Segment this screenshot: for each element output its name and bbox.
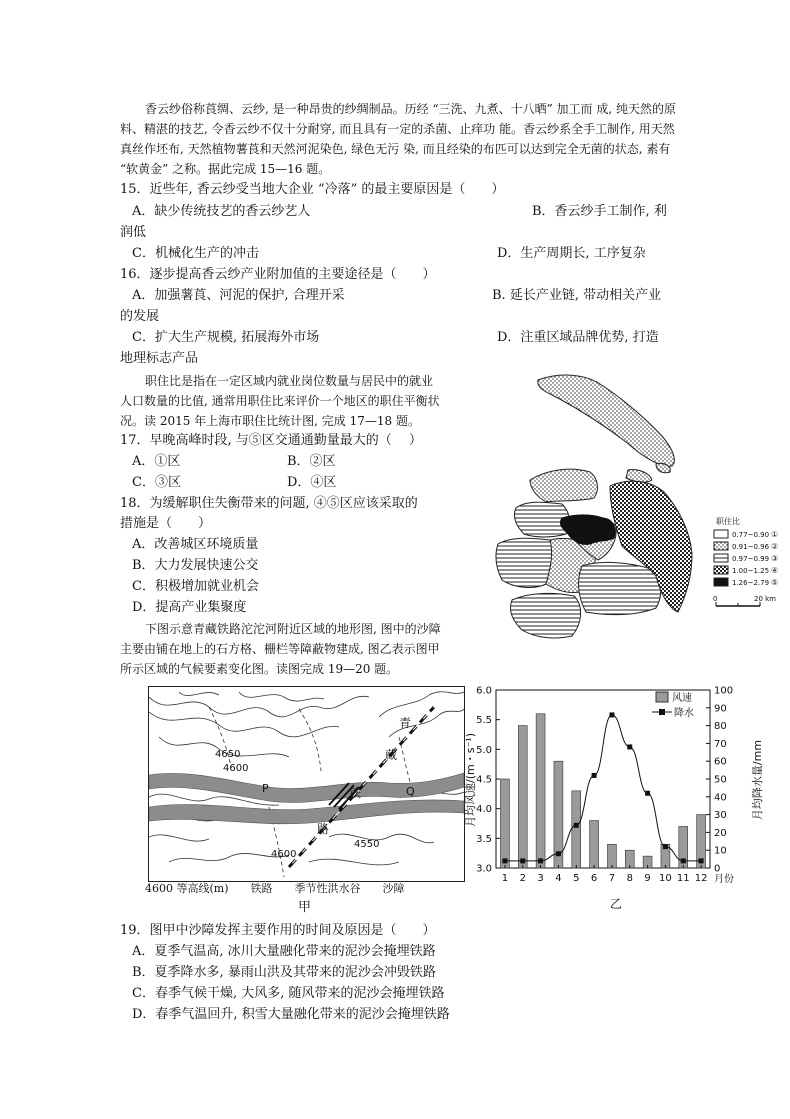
legend-swatch-4 bbox=[714, 566, 728, 574]
legend-range-4: 1.00~1.25 bbox=[732, 567, 770, 575]
wind-bar bbox=[572, 791, 581, 868]
intro-line-1: 香云纱俗称莨绸、云纱, 是一种昂贵的纱绸制品。历经 “三洗、九煮、十八晒” 加工而 成, 纯天然的原 bbox=[145, 102, 676, 116]
x-tick-label: 11 bbox=[676, 873, 690, 884]
map-region-chongming bbox=[538, 375, 675, 466]
x-tick-label: 9 bbox=[644, 873, 651, 884]
q15-option-c[interactable]: C．机械化生产的冲击 bbox=[132, 246, 259, 261]
q18-option-a[interactable]: A．改善城区环境质量 bbox=[132, 537, 259, 552]
x-tick-label: 12 bbox=[694, 873, 708, 884]
q17-option-c[interactable]: C．③区 bbox=[132, 475, 181, 490]
y-right-tick-label: 100 bbox=[714, 685, 734, 697]
figure-jia-topographic-map bbox=[148, 686, 465, 882]
precip-line-group bbox=[502, 712, 703, 863]
x-axis-label: 月份 bbox=[714, 874, 734, 885]
contour-label-4600-top: 4600 bbox=[223, 763, 249, 774]
point-q-label: Q bbox=[406, 785, 415, 798]
figure-jia-legend: 4600 等高线(m) 铁路 季节性洪水谷 沙障 bbox=[145, 882, 405, 895]
q18-option-b[interactable]: B．大力发展快速公交 bbox=[132, 558, 259, 573]
intro-line-3: 真丝作坯布, 天然植物薯莨和天然河泥染色, 绿色无污 染, 而且经染的布匹可以达到完全无菌的状态, 素有 bbox=[120, 142, 671, 156]
x-tick-label: 8 bbox=[626, 873, 633, 884]
q16-option-a[interactable]: A．加强薯莨、河泥的保护, 合理开采 bbox=[132, 288, 345, 303]
figure-yi-chart bbox=[460, 680, 772, 912]
intro-line-2: 料、精湛的技艺, 令香云纱不仅十分耐穿, 而且具有一定的杀菌、止痒功 能。香云纱系全手工制作, 用天然 bbox=[120, 122, 675, 136]
q17-stem: 17．早晚高峰时段, 与⑤区交通通勤量最大的（ ） bbox=[120, 433, 422, 448]
contour-label-4550: 4550 bbox=[354, 839, 380, 850]
figure-jia-svg bbox=[149, 687, 464, 881]
climate-chart-svg bbox=[460, 680, 772, 912]
legend-num-2: ② bbox=[771, 542, 779, 551]
precip-point bbox=[699, 858, 704, 863]
y-right-tick-label: 0 bbox=[714, 863, 721, 875]
q15-option-a[interactable]: A．缺少传统技艺的香云纱艺人 bbox=[132, 204, 311, 219]
shanghai-map-svg bbox=[450, 368, 782, 660]
legend-swatch-3 bbox=[714, 554, 728, 562]
wind-bars bbox=[500, 714, 705, 868]
contour-label-4650: 4650 bbox=[215, 749, 241, 760]
legend-range-2: 0.91~0.96 bbox=[732, 543, 770, 551]
map-scale-km: 20 km bbox=[754, 595, 777, 603]
wind-bar bbox=[590, 821, 599, 868]
q16-option-d-cont: 地理标志产品 bbox=[120, 351, 199, 366]
y-right-tick-label: 40 bbox=[714, 792, 727, 804]
x-tick-label: 4 bbox=[555, 873, 562, 884]
precip-point bbox=[663, 844, 668, 849]
precip-point bbox=[627, 744, 632, 749]
precip-point bbox=[592, 773, 597, 778]
wind-bar bbox=[518, 726, 527, 868]
legend-swatch-2 bbox=[714, 542, 728, 550]
legend-range-5: 1.26~2.79 bbox=[732, 579, 770, 587]
map-region-fengxian bbox=[579, 562, 661, 614]
wind-bar bbox=[536, 714, 545, 868]
q16-option-b[interactable]: B. 延长产业链, 带动相关产业 bbox=[492, 288, 662, 303]
legend-num-5: ⑤ bbox=[771, 578, 779, 587]
q19-option-b[interactable]: B．夏季降水多, 暴雨山洪及其带来的泥沙会冲毁铁路 bbox=[132, 965, 436, 980]
x-tick-label: 1 bbox=[501, 873, 509, 884]
precip-point bbox=[574, 823, 579, 828]
precip-point bbox=[520, 858, 525, 863]
intro2-line-3: 况。读 2015 年上海市职住比统计图, 完成 17—18 题。 bbox=[120, 414, 420, 428]
y-right-tick-label: 70 bbox=[714, 738, 727, 750]
legend-line-marker bbox=[659, 709, 665, 715]
q19-option-c[interactable]: C．春季气候干燥, 大风多, 随风带来的泥沙会掩埋铁路 bbox=[132, 986, 445, 1001]
y-left-tick-label: 4.0 bbox=[476, 804, 492, 816]
q15-stem: 15．近些年, 香云纱受当地大企业 “冷落” 的最主要原因是（ ） bbox=[120, 182, 505, 197]
intro-line-4: “软黄金” 之称。据此完成 15—16 题。 bbox=[120, 162, 331, 176]
q18-stem-2: 措施是（ ） bbox=[120, 516, 212, 531]
q19-option-a[interactable]: A．夏季气温高, 冰川大量融化带来的泥沙会掩埋铁路 bbox=[132, 944, 436, 959]
legend-range-1: 0.77~0.90 bbox=[732, 531, 770, 539]
rail-label-qing: 青 bbox=[399, 716, 412, 730]
rail-label-zang: 藏 bbox=[385, 748, 398, 762]
legend-wind-label: 风速 bbox=[672, 693, 692, 704]
point-p-label: P bbox=[262, 782, 269, 795]
legend-num-1: ① bbox=[771, 530, 779, 539]
precip-point bbox=[502, 858, 507, 863]
precip-point bbox=[609, 712, 614, 717]
y-right-tick-label: 50 bbox=[714, 774, 727, 786]
q17-option-d[interactable]: D．④区 bbox=[287, 475, 337, 490]
q17-option-b[interactable]: B．②区 bbox=[287, 454, 336, 469]
y-axis-right-label: 月均降水量/mm bbox=[751, 739, 764, 821]
y-right-tick-label: 60 bbox=[714, 756, 727, 768]
y-right-tick-label: 80 bbox=[714, 721, 727, 733]
x-tick-label: 5 bbox=[573, 873, 580, 884]
q16-option-b-cont: 的发展 bbox=[120, 309, 160, 324]
q17-option-a[interactable]: A．①区 bbox=[132, 454, 181, 469]
y-left-tick-label: 3.0 bbox=[476, 863, 492, 875]
y-left-tick-label: 5.5 bbox=[476, 715, 492, 727]
map-scale-zero: 0 bbox=[713, 595, 718, 603]
intro3-line-1: 下图示意青藏铁路沱沱河附近区域的地形图, 图中的沙障 bbox=[145, 622, 441, 636]
x-tick-label: 7 bbox=[608, 873, 616, 884]
map-region-baoshan bbox=[530, 469, 597, 502]
x-tick-label: 10 bbox=[659, 873, 672, 884]
x-tick-label: 2 bbox=[519, 873, 526, 884]
q15-option-b[interactable]: B．香云纱手工制作, 利 bbox=[532, 204, 667, 219]
q18-option-c[interactable]: C．积极增加就业机会 bbox=[132, 579, 259, 594]
shanghai-ratio-map bbox=[450, 368, 782, 660]
precip-point bbox=[556, 851, 561, 856]
intro3-line-2: 主要由铺在地上的石方格、栅栏等障蔽物建成, 图乙表示图甲 bbox=[120, 642, 440, 656]
map-legend-title: 职住比 bbox=[716, 517, 740, 526]
figure-yi-caption: 乙 bbox=[610, 897, 623, 911]
q15-option-d[interactable]: D．生产周期长, 工序复杂 bbox=[497, 246, 646, 261]
q16-option-d[interactable]: D．注重区域品牌优势, 打造 bbox=[497, 330, 659, 345]
y-left-tick-label: 5.0 bbox=[476, 744, 492, 756]
legend-precip-label: 降水 bbox=[674, 708, 694, 719]
precip-point bbox=[681, 858, 686, 863]
rail-label-lu: 路 bbox=[317, 822, 330, 836]
x-tick-label: 3 bbox=[537, 873, 544, 884]
y-right-tick-label: 10 bbox=[714, 845, 727, 857]
precip-point bbox=[645, 791, 650, 796]
x-tick-label: 6 bbox=[590, 873, 598, 884]
y-axis-left-label: 月均风速/(m・s⁻¹) bbox=[464, 733, 477, 827]
y-left-tick-label: 3.5 bbox=[476, 833, 492, 845]
y-left-tick-label: 6.0 bbox=[476, 685, 492, 697]
y-right-tick-label: 30 bbox=[714, 810, 727, 822]
contour-label-4600-bottom: 4600 bbox=[271, 849, 297, 860]
q19-stem: 19．图甲中沙障发挥主要作用的时间及原因是（ ） bbox=[120, 923, 436, 938]
legend-swatch-1 bbox=[714, 530, 728, 538]
intro3-line-3: 所示区域的气候要素变化图。读图完成 19—20 题。 bbox=[120, 662, 399, 676]
q15-option-b-cont: 润低 bbox=[120, 225, 147, 240]
legend-swatch-5 bbox=[714, 578, 728, 586]
y-right-tick-label: 20 bbox=[714, 827, 727, 839]
map-legend bbox=[713, 516, 778, 606]
q19-option-d[interactable]: D．春季气温回升, 积雪大量融化带来的泥沙会掩埋铁路 bbox=[132, 1007, 450, 1022]
legend-num-3: ③ bbox=[771, 554, 779, 563]
q16-option-c[interactable]: C．扩大生产规模, 拓展海外市场 bbox=[132, 330, 320, 345]
figure-jia-caption: 甲 bbox=[298, 900, 312, 915]
wind-bar bbox=[500, 779, 509, 868]
y-left-tick-label: 4.5 bbox=[476, 774, 492, 786]
y-right-tick-label: 90 bbox=[714, 703, 727, 715]
q18-stem-1: 18．为缓解职住失衡带来的问题, ④⑤区应该采取的 bbox=[120, 496, 418, 511]
river-band-upper bbox=[149, 773, 464, 803]
map-region-jinshan bbox=[510, 593, 580, 638]
legend-range-3: 0.97~0.99 bbox=[732, 555, 770, 563]
legend-bar-swatch bbox=[656, 692, 668, 702]
intro2-line-2: 人口数量的比值, 通常用职住比来评价一个地区的职住平衡状 bbox=[120, 394, 440, 408]
precip-line bbox=[505, 715, 701, 861]
intro2-line-1: 职住比是指在一定区域内就业岗位数量与居民中的就业 bbox=[145, 374, 434, 388]
q16-stem: 16．逐步提高香云纱产业附加值的主要途径是（ ） bbox=[120, 267, 436, 282]
legend-num-4: ④ bbox=[771, 566, 779, 575]
map-region-changxing bbox=[626, 470, 652, 483]
precip-point bbox=[538, 858, 543, 863]
map-region-qingpu bbox=[496, 538, 553, 587]
q18-option-d[interactable]: D．提高产业集聚度 bbox=[132, 600, 247, 615]
rail-label-tie: 铁 bbox=[349, 786, 362, 800]
wind-bar bbox=[607, 844, 616, 868]
